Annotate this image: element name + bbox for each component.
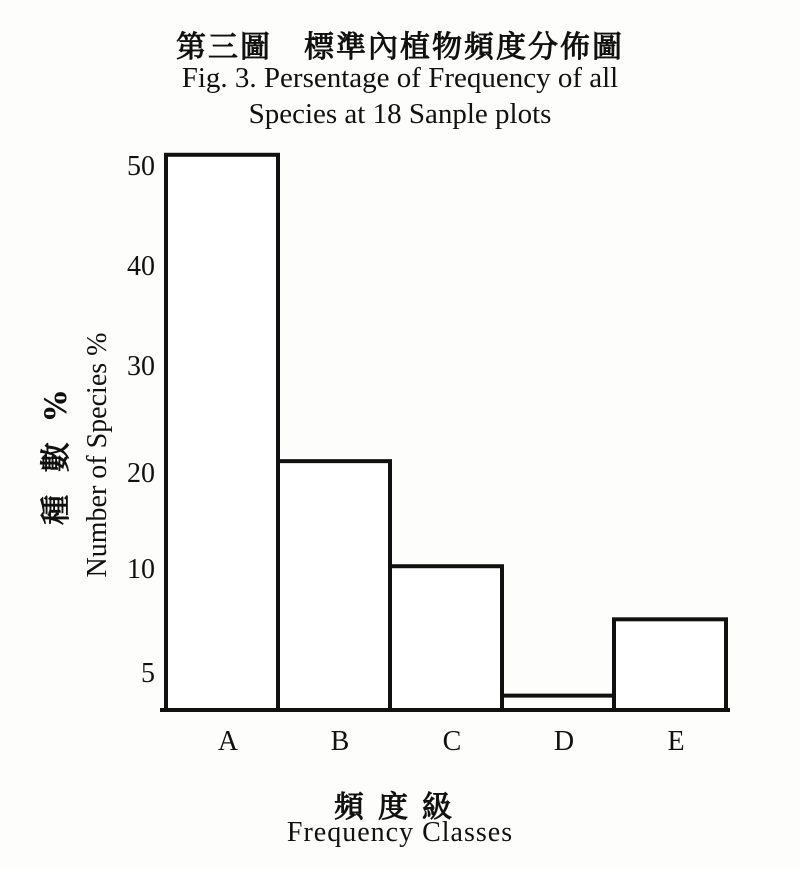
y-tick-label-5: 5 bbox=[141, 658, 155, 689]
x-tick-label-E: E bbox=[667, 726, 685, 757]
y-axis-title: Number of Species % bbox=[82, 332, 113, 578]
y-tick-label-10: 10 bbox=[127, 554, 155, 585]
x-tick-label-C: C bbox=[442, 726, 462, 757]
bar-E bbox=[614, 619, 726, 710]
x-tick-label-D: D bbox=[553, 726, 575, 757]
bar-D bbox=[502, 696, 614, 710]
chart-title-jp: 第三圖 標準內植物頻度分佈圖 bbox=[176, 30, 624, 65]
bar-A bbox=[166, 155, 278, 710]
y-tick-label-20: 20 bbox=[127, 458, 155, 489]
bar-B bbox=[278, 461, 390, 710]
y-tick-label-40: 40 bbox=[127, 251, 155, 282]
x-axis-title-jp: 頻度級 bbox=[334, 790, 466, 825]
chart-title-en-line2: Species at 18 Sanple plots bbox=[248, 98, 552, 130]
y-axis-title-jp: 種 數 % bbox=[39, 385, 74, 525]
x-tick-label-B: B bbox=[330, 726, 350, 757]
x-tick-label-A: A bbox=[217, 726, 239, 757]
y-tick-label-50: 50 bbox=[127, 151, 155, 182]
bar-C bbox=[390, 566, 502, 710]
x-axis-title: Frequency Classes bbox=[286, 817, 514, 848]
chart-title-en-line1: Fig. 3. Persentage of Frequency of all bbox=[181, 62, 619, 94]
y-tick-label-30: 30 bbox=[127, 351, 155, 382]
